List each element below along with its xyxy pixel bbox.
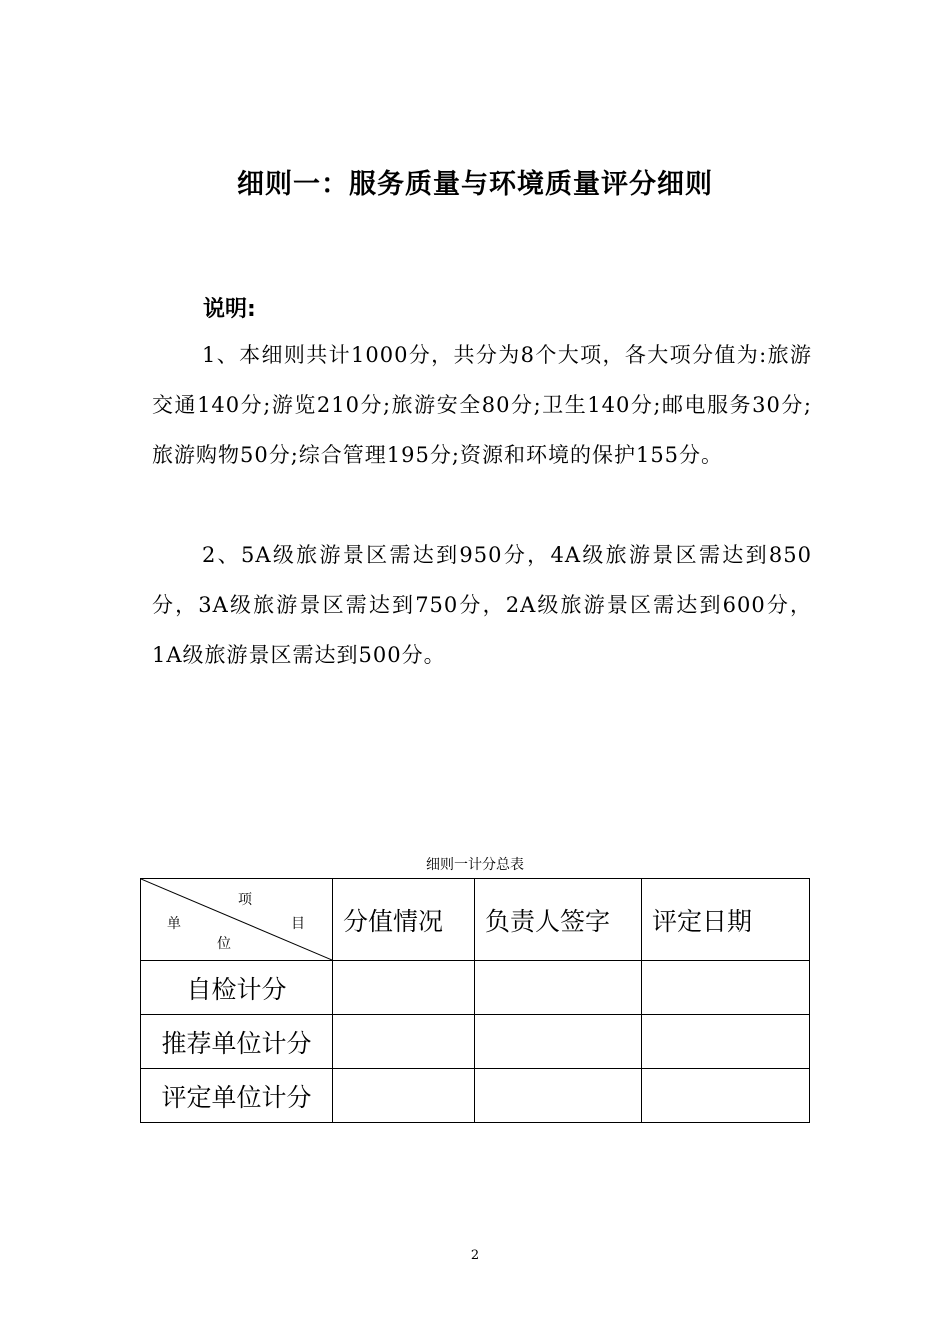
table-caption: 细则一计分总表	[426, 857, 524, 873]
row-label-assessing-unit: 评定单位计分	[141, 1069, 333, 1123]
corner-diagonal-cell	[141, 879, 333, 961]
table-cell[interactable]	[333, 1015, 475, 1069]
row-label-self-check: 自检计分	[141, 961, 333, 1015]
corner-item-top: 项	[238, 892, 252, 908]
page-number: 2	[470, 1248, 480, 1263]
corner-unit-bottom: 位	[217, 936, 231, 952]
table-cell[interactable]	[475, 1069, 642, 1123]
header-date: 评定日期	[642, 879, 810, 961]
table-header-row	[141, 879, 810, 961]
table-row-recommending-unit	[141, 1015, 810, 1069]
note-heading: 说明:	[203, 297, 256, 322]
table-cell[interactable]	[333, 1069, 475, 1123]
table-row-self-check	[141, 961, 810, 1015]
corner-item-bottom: 目	[291, 916, 305, 932]
document-title: 细则一：服务质量与环境质量评分细则	[237, 169, 713, 200]
note-paragraph-2: 2、5A级旅游景区需达到950分，4A级旅游景区需达到850分，3A级旅游景区需达到750分，2A级旅游景区需达到600分，1A级旅游景区需达到500分。	[152, 543, 812, 667]
table-cell[interactable]	[642, 1015, 810, 1069]
table-cell[interactable]	[475, 1015, 642, 1069]
table-cell[interactable]	[642, 961, 810, 1015]
row-label-recommending-unit: 推荐单位计分	[141, 1015, 333, 1069]
header-score: 分值情况	[333, 879, 475, 961]
header-signature: 负责人签字	[475, 879, 642, 961]
note-paragraph-1: 1、本细则共计1000分，共分为8个大项，各大项分值为:旅游交通140分;游览210分;旅游安全80分;卫生140分;邮电服务30分;旅游购物50分;综合管理195分;资源和环境的保护155分。	[152, 343, 812, 467]
corner-unit-top: 单	[167, 916, 181, 932]
table-cell[interactable]	[475, 961, 642, 1015]
table-cell[interactable]	[333, 961, 475, 1015]
table-cell[interactable]	[642, 1069, 810, 1123]
score-summary-table	[140, 878, 810, 1123]
table-row-assessing-unit	[141, 1069, 810, 1123]
